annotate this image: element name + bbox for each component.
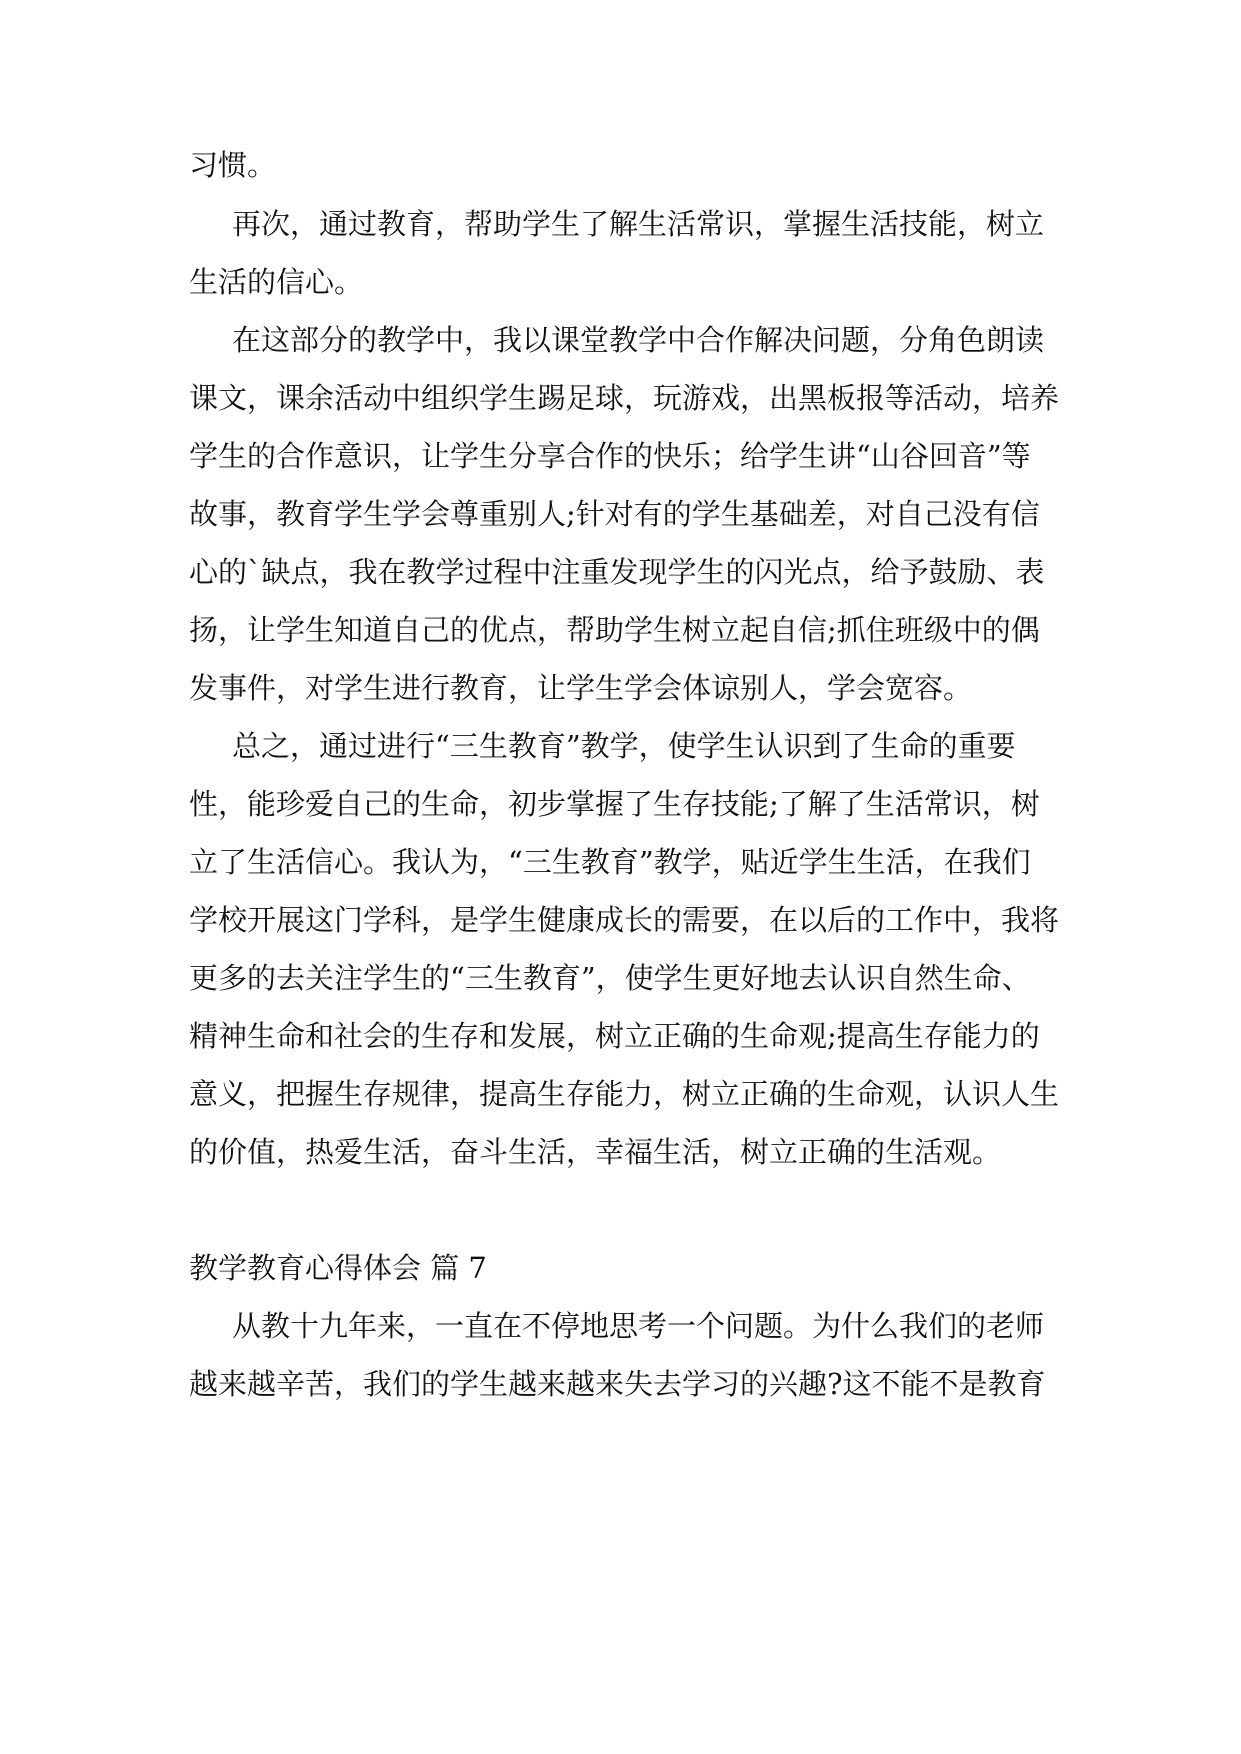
text-line: 意义，把握生存规律，提高生存能力，树立正确的生命观，认识人生 [189,1077,1060,1111]
paragraph-start-line: 在这部分的教学中，我以课堂教学中合作解决问题，分角色朗读 [232,323,1045,357]
text-line: 立了生活信心。我认为，“三生教育”教学，贴近学生生活，在我们 [189,845,1031,879]
text-line: 学校开展这门学科，是学生健康成长的需要，在以后的工作中，我将 [189,903,1060,937]
text-line: 性，能珍爱自己的生命，初步掌握了生存技能;了解了生活常识，树 [189,787,1040,821]
section-heading: 教学教育心得体会 篇 7 [189,1251,487,1285]
text-line: 扬，让学生知道自己的优点，帮助学生树立起自信;抓住班级中的偶 [189,613,1040,647]
text-line: 学生的合作意识，让学生分享合作的快乐；给学生讲“山谷回音”等 [189,439,1031,473]
text-line: 课文，课余活动中组织学生踢足球，玩游戏，出黑板报等活动，培养 [189,381,1060,415]
text-line: 发事件，对学生进行教育，让学生学会体谅别人，学会宽容。 [189,671,973,705]
paragraph-start-line: 总之，通过进行“三生教育”教学，使学生认识到了生命的重要 [232,729,1016,763]
paragraph-start-line: 再次，通过教育，帮助学生了解生活常识，掌握生活技能，树立 [232,207,1045,241]
text-line: 精神生命和社会的生存和发展，树立正确的生命观;提高生存能力的 [189,1019,1040,1053]
text-line: 故事，教育学生学会尊重别人;针对有的学生基础差，对自己没有信 [189,497,1040,531]
text-line: 越来越辛苦，我们的学生越来越来失去学习的兴趣?这不能不是教育 [189,1367,1046,1401]
text-line: 习惯。 [189,148,277,182]
text-line: 的价值，热爱生活，奋斗生活，幸福生活，树立正确的生活观。 [189,1135,1002,1169]
paragraph-start-line: 从教十九年来，一直在不停地思考一个问题。为什么我们的老师 [232,1309,1045,1343]
text-line: 心的`缺点，我在教学过程中注重发现学生的闪光点，给予鼓励、表 [189,555,1045,589]
text-line: 生活的信心。 [189,265,364,299]
text-line: 更多的去关注学生的“三生教育”，使学生更好地去认识自然生命、 [189,961,1031,995]
